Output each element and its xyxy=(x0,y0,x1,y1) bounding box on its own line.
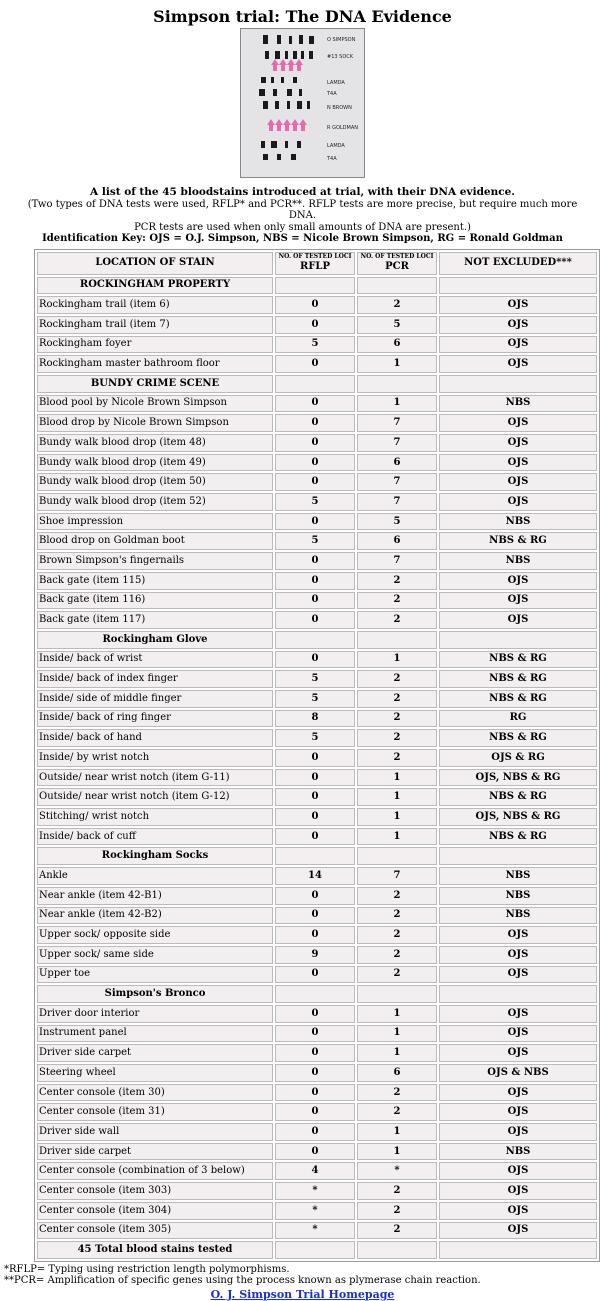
table-row xyxy=(37,1103,597,1121)
cell-location: Rockingham master bathroom floor xyxy=(37,355,273,373)
table-row xyxy=(37,1222,597,1240)
table-row xyxy=(37,670,597,688)
section-empty-cell xyxy=(275,375,355,393)
table-row xyxy=(37,926,597,944)
gel-label: O SIMPSON xyxy=(327,37,356,43)
cell-pcr: 2 xyxy=(357,926,437,944)
cell-pcr: 2 xyxy=(357,1202,437,1220)
cell-not-excluded: OJS xyxy=(439,434,597,452)
table-row xyxy=(37,946,597,964)
cell-rflp: 0 xyxy=(275,355,355,373)
cell-not-excluded: OJS xyxy=(439,926,597,944)
table-row xyxy=(37,1182,597,1200)
cell-rflp: 0 xyxy=(275,1143,355,1161)
cell-not-excluded: OJS xyxy=(439,1162,597,1180)
cell-rflp: 0 xyxy=(275,749,355,767)
cell-rflp: 0 xyxy=(275,926,355,944)
cell-pcr: 2 xyxy=(357,690,437,708)
cell-location: Center console (item 30) xyxy=(37,1084,273,1102)
cell-pcr: 1 xyxy=(357,1143,437,1161)
section-empty-cell xyxy=(439,277,597,295)
cell-not-excluded: OJS xyxy=(439,1044,597,1062)
homepage-link[interactable]: O. J. Simpson Trial Homepage xyxy=(210,1287,395,1301)
total-row xyxy=(37,1241,597,1259)
cell-pcr: 2 xyxy=(357,749,437,767)
section-title: BUNDY CRIME SCENE xyxy=(37,375,273,393)
table-row xyxy=(37,316,597,334)
cell-not-excluded: NBS xyxy=(439,1143,597,1161)
cell-pcr: 6 xyxy=(357,532,437,550)
cell-location: Back gate (item 115) xyxy=(37,572,273,590)
gel-label: R GOLDMAN xyxy=(327,125,358,131)
table-row xyxy=(37,592,597,610)
table-row xyxy=(37,1025,597,1043)
table-row xyxy=(37,749,597,767)
cell-pcr: 2 xyxy=(357,1103,437,1121)
cell-pcr: 1 xyxy=(357,769,437,787)
cell-not-excluded: OJS xyxy=(439,1084,597,1102)
cell-pcr: 6 xyxy=(357,454,437,472)
cell-not-excluded: RG xyxy=(439,710,597,728)
cell-not-excluded: OJS & RG xyxy=(439,749,597,767)
cell-not-excluded: OJS xyxy=(439,1025,597,1043)
cell-rflp: 8 xyxy=(275,710,355,728)
cell-rflp: 0 xyxy=(275,434,355,452)
cell-rflp: 0 xyxy=(275,966,355,984)
cell-rflp: 0 xyxy=(275,1044,355,1062)
cell-pcr: 2 xyxy=(357,592,437,610)
section-row xyxy=(37,847,597,865)
section-title: Rockingham Glove xyxy=(37,631,273,649)
gel-label: LAMDA xyxy=(327,80,345,86)
cell-pcr: 2 xyxy=(357,710,437,728)
cell-location: Upper sock/ same side xyxy=(37,946,273,964)
cell-location: Inside/ back of wrist xyxy=(37,651,273,669)
cell-pcr: 6 xyxy=(357,1064,437,1082)
cell-rflp: 0 xyxy=(275,296,355,314)
identification-key: Identification Key: OJS = O.J. Simpson, NBS = Nicole Brown Simpson, RG = Ronald Goldman xyxy=(42,233,563,244)
cell-pcr: 7 xyxy=(357,493,437,511)
table-body xyxy=(37,277,597,1240)
cell-not-excluded: NBS xyxy=(439,867,597,885)
cell-not-excluded: OJS xyxy=(439,966,597,984)
cell-pcr: 1 xyxy=(357,1005,437,1023)
cell-pcr: 2 xyxy=(357,907,437,925)
cell-rflp: * xyxy=(275,1202,355,1220)
cell-location: Bundy walk blood drop (item 52) xyxy=(37,493,273,511)
cell-location: Driver side carpet xyxy=(37,1044,273,1062)
cell-pcr: 2 xyxy=(357,572,437,590)
cell-not-excluded: OJS xyxy=(439,493,597,511)
cell-not-excluded: OJS xyxy=(439,592,597,610)
table-row xyxy=(37,907,597,925)
cell-not-excluded: OJS xyxy=(439,1222,597,1240)
table-row xyxy=(37,296,597,314)
cell-pcr: 1 xyxy=(357,1044,437,1062)
table-row xyxy=(37,513,597,531)
cell-location: Rockingham trail (item 6) xyxy=(37,296,273,314)
table-row xyxy=(37,651,597,669)
cell-not-excluded: NBS xyxy=(439,552,597,570)
section-empty-cell xyxy=(357,277,437,295)
cell-location: Blood drop on Goldman boot xyxy=(37,532,273,550)
cell-pcr: 1 xyxy=(357,808,437,826)
total-empty xyxy=(439,1241,597,1259)
table-row xyxy=(37,1202,597,1220)
cell-not-excluded: OJS xyxy=(439,1103,597,1121)
cell-pcr: 1 xyxy=(357,355,437,373)
cell-pcr: 2 xyxy=(357,296,437,314)
table-row xyxy=(37,1162,597,1180)
table-row xyxy=(37,1123,597,1141)
table-row xyxy=(37,729,597,747)
cell-location: Rockingham foyer xyxy=(37,336,273,354)
header-location: LOCATION OF STAIN xyxy=(37,252,273,275)
section-empty-cell xyxy=(357,631,437,649)
cell-pcr: * xyxy=(357,1162,437,1180)
table-row xyxy=(37,887,597,905)
section-empty-cell xyxy=(275,847,355,865)
page-title: Simpson trial: The DNA Evidence xyxy=(153,7,452,26)
table-row xyxy=(37,572,597,590)
cell-rflp: 0 xyxy=(275,473,355,491)
gel-label: T4A xyxy=(327,156,337,162)
cell-pcr: 1 xyxy=(357,828,437,846)
total-empty xyxy=(357,1241,437,1259)
cell-rflp: 0 xyxy=(275,769,355,787)
cell-rflp: 0 xyxy=(275,828,355,846)
cell-location: Back gate (item 116) xyxy=(37,592,273,610)
cell-rflp: 0 xyxy=(275,572,355,590)
cell-location: Steering wheel xyxy=(37,1064,273,1082)
table-row xyxy=(37,867,597,885)
section-title: Rockingham Socks xyxy=(37,847,273,865)
section-empty-cell xyxy=(357,985,437,1003)
dna-gel-image xyxy=(240,28,365,178)
cell-rflp: * xyxy=(275,1222,355,1240)
cell-pcr: 1 xyxy=(357,1123,437,1141)
cell-pcr: 1 xyxy=(357,788,437,806)
cell-location: Inside/ by wrist notch xyxy=(37,749,273,767)
table-row xyxy=(37,1143,597,1161)
cell-not-excluded: NBS & RG xyxy=(439,532,597,550)
intro-line: (Two types of DNA tests were used, RFLP* and PCR**. RFLP tests are more precise, but require much more DNA. xyxy=(27,198,578,221)
cell-not-excluded: OJS xyxy=(439,946,597,964)
cell-location: Center console (item 305) xyxy=(37,1222,273,1240)
cell-rflp: 0 xyxy=(275,1103,355,1121)
cell-not-excluded: OJS, NBS & RG xyxy=(439,808,597,826)
cell-pcr: 1 xyxy=(357,651,437,669)
cell-not-excluded: OJS xyxy=(439,355,597,373)
cell-not-excluded: NBS xyxy=(439,907,597,925)
cell-rflp: 0 xyxy=(275,788,355,806)
cell-pcr: 7 xyxy=(357,414,437,432)
header-pcr xyxy=(357,252,437,275)
cell-not-excluded: NBS xyxy=(439,513,597,531)
section-empty-cell xyxy=(439,847,597,865)
cell-not-excluded: OJS xyxy=(439,1123,597,1141)
cell-location: Driver side wall xyxy=(37,1123,273,1141)
table-row xyxy=(37,532,597,550)
section-empty-cell xyxy=(357,375,437,393)
table-row xyxy=(37,769,597,787)
cell-pcr: 5 xyxy=(357,316,437,334)
cell-not-excluded: OJS, NBS & RG xyxy=(439,769,597,787)
table-row xyxy=(37,434,597,452)
cell-not-excluded: OJS & NBS xyxy=(439,1064,597,1082)
cell-pcr: 7 xyxy=(357,552,437,570)
cell-rflp: 0 xyxy=(275,887,355,905)
cell-location: Center console (combination of 3 below) xyxy=(37,1162,273,1180)
cell-location: Inside/ back of cuff xyxy=(37,828,273,846)
section-title: ROCKINGHAM PROPERTY xyxy=(37,277,273,295)
cell-rflp: 4 xyxy=(275,1162,355,1180)
cell-location: Stitching/ wrist notch xyxy=(37,808,273,826)
footnote-rflp: *RFLP= Typing using restriction length polymorphisms. xyxy=(4,1263,290,1275)
header-not-excluded: NOT EXCLUDED*** xyxy=(439,252,597,275)
table-row xyxy=(37,552,597,570)
cell-not-excluded: NBS & RG xyxy=(439,729,597,747)
cell-rflp: 5 xyxy=(275,493,355,511)
table-row xyxy=(37,1005,597,1023)
cell-location: Center console (item 304) xyxy=(37,1202,273,1220)
cell-location: Rockingham trail (item 7) xyxy=(37,316,273,334)
section-empty-cell xyxy=(439,375,597,393)
cell-not-excluded: OJS xyxy=(439,572,597,590)
cell-location: Blood pool by Nicole Brown Simpson xyxy=(37,395,273,413)
cell-pcr: 7 xyxy=(357,867,437,885)
cell-pcr: 6 xyxy=(357,336,437,354)
gel-label: N BROWN xyxy=(327,105,352,111)
cell-rflp: 14 xyxy=(275,867,355,885)
cell-location: Upper sock/ opposite side xyxy=(37,926,273,944)
total-label: 45 Total blood stains tested xyxy=(37,1241,273,1259)
cell-location: Center console (item 303) xyxy=(37,1182,273,1200)
cell-pcr: 2 xyxy=(357,1182,437,1200)
table-row xyxy=(37,336,597,354)
gel-label: LAMDA xyxy=(327,143,345,149)
cell-not-excluded: NBS xyxy=(439,395,597,413)
cell-location: Inside/ back of hand xyxy=(37,729,273,747)
table-row xyxy=(37,414,597,432)
section-empty-cell xyxy=(275,631,355,649)
header-pcr-label: PCR xyxy=(385,260,409,272)
gel-image-wrap xyxy=(0,28,605,178)
cell-rflp: 5 xyxy=(275,690,355,708)
cell-rflp: 0 xyxy=(275,907,355,925)
section-row xyxy=(37,277,597,295)
cell-pcr: 7 xyxy=(357,434,437,452)
table-row xyxy=(37,1044,597,1062)
cell-not-excluded: NBS & RG xyxy=(439,828,597,846)
cell-not-excluded: OJS xyxy=(439,296,597,314)
cell-pcr: 2 xyxy=(357,611,437,629)
cell-not-excluded: OJS xyxy=(439,1182,597,1200)
cell-rflp: 5 xyxy=(275,729,355,747)
cell-rflp: 5 xyxy=(275,336,355,354)
cell-pcr: 1 xyxy=(357,395,437,413)
cell-pcr: 2 xyxy=(357,887,437,905)
cell-not-excluded: NBS & RG xyxy=(439,690,597,708)
cell-location: Back gate (item 117) xyxy=(37,611,273,629)
footnotes xyxy=(4,1264,605,1287)
cell-location: Bundy walk blood drop (item 48) xyxy=(37,434,273,452)
home-link-wrap xyxy=(0,1288,605,1301)
section-empty-cell xyxy=(439,985,597,1003)
cell-rflp: * xyxy=(275,1182,355,1200)
cell-location: Inside/ side of middle finger xyxy=(37,690,273,708)
cell-location: Driver side carpet xyxy=(37,1143,273,1161)
cell-location: Upper toe xyxy=(37,966,273,984)
section-empty-cell xyxy=(275,277,355,295)
cell-rflp: 9 xyxy=(275,946,355,964)
section-empty-cell xyxy=(439,631,597,649)
cell-location: Blood drop by Nicole Brown Simpson xyxy=(37,414,273,432)
gel-label: #13 SOCK xyxy=(327,54,354,60)
table-row xyxy=(37,808,597,826)
intro-line: PCR tests are used when only small amounts of DNA are present.) xyxy=(134,221,471,233)
cell-location: Near ankle (item 42-B2) xyxy=(37,907,273,925)
cell-not-excluded: OJS xyxy=(439,316,597,334)
cell-location: Outside/ near wrist notch (item G-12) xyxy=(37,788,273,806)
header-loci-note: NO. OF TESTED LOCI xyxy=(360,252,434,260)
table-row xyxy=(37,1084,597,1102)
section-title: Simpson's Bronco xyxy=(37,985,273,1003)
table-row xyxy=(37,828,597,846)
table-row xyxy=(37,395,597,413)
intro xyxy=(0,187,605,245)
table-row xyxy=(37,493,597,511)
cell-location: Shoe impression xyxy=(37,513,273,531)
section-empty-cell xyxy=(357,847,437,865)
intro-lead: A list of the 45 bloodstains introduced at trial, with their DNA evidence. xyxy=(90,186,515,198)
table-header-row xyxy=(37,252,597,275)
cell-location: Bundy walk blood drop (item 50) xyxy=(37,473,273,491)
cell-rflp: 0 xyxy=(275,513,355,531)
cell-rflp: 0 xyxy=(275,651,355,669)
cell-rflp: 0 xyxy=(275,1123,355,1141)
cell-pcr: 7 xyxy=(357,473,437,491)
cell-location: Brown Simpson's fingernails xyxy=(37,552,273,570)
section-row xyxy=(37,631,597,649)
cell-rflp: 0 xyxy=(275,395,355,413)
table-row xyxy=(37,690,597,708)
cell-location: Ankle xyxy=(37,867,273,885)
cell-not-excluded: OJS xyxy=(439,1005,597,1023)
cell-rflp: 0 xyxy=(275,1064,355,1082)
dna-evidence-table xyxy=(34,249,600,1262)
cell-rflp: 0 xyxy=(275,1025,355,1043)
cell-rflp: 0 xyxy=(275,414,355,432)
cell-rflp: 0 xyxy=(275,316,355,334)
cell-pcr: 2 xyxy=(357,1084,437,1102)
cell-not-excluded: OJS xyxy=(439,1202,597,1220)
cell-rflp: 0 xyxy=(275,1005,355,1023)
cell-location: Center console (item 31) xyxy=(37,1103,273,1121)
cell-not-excluded: NBS xyxy=(439,887,597,905)
table-row xyxy=(37,473,597,491)
table-row xyxy=(37,966,597,984)
cell-pcr: 2 xyxy=(357,670,437,688)
cell-rflp: 0 xyxy=(275,454,355,472)
cell-rflp: 0 xyxy=(275,1084,355,1102)
cell-location: Near ankle (item 42-B1) xyxy=(37,887,273,905)
cell-not-excluded: OJS xyxy=(439,454,597,472)
table-row xyxy=(37,710,597,728)
cell-not-excluded: NBS & RG xyxy=(439,651,597,669)
cell-pcr: 2 xyxy=(357,1222,437,1240)
table-row xyxy=(37,788,597,806)
table-row xyxy=(37,611,597,629)
cell-location: Inside/ back of index finger xyxy=(37,670,273,688)
header-rflp-label: RFLP xyxy=(300,260,330,272)
cell-location: Instrument panel xyxy=(37,1025,273,1043)
cell-rflp: 0 xyxy=(275,611,355,629)
section-row xyxy=(37,985,597,1003)
gel-label: T4A xyxy=(327,91,337,97)
cell-pcr: 5 xyxy=(357,513,437,531)
header-rflp xyxy=(275,252,355,275)
section-empty-cell xyxy=(275,985,355,1003)
cell-not-excluded: NBS & RG xyxy=(439,670,597,688)
cell-location: Bundy walk blood drop (item 49) xyxy=(37,454,273,472)
cell-pcr: 1 xyxy=(357,1025,437,1043)
cell-pcr: 2 xyxy=(357,729,437,747)
cell-rflp: 5 xyxy=(275,670,355,688)
cell-rflp: 0 xyxy=(275,808,355,826)
table-row xyxy=(37,355,597,373)
cell-pcr: 2 xyxy=(357,946,437,964)
total-empty xyxy=(275,1241,355,1259)
cell-location: Outside/ near wrist notch (item G-11) xyxy=(37,769,273,787)
cell-not-excluded: NBS & RG xyxy=(439,788,597,806)
section-row xyxy=(37,375,597,393)
cell-rflp: 5 xyxy=(275,532,355,550)
footnote-pcr: **PCR= Amplification of specific genes using the process known as plymerase chain reaction. xyxy=(4,1275,481,1287)
cell-location: Inside/ back of ring finger xyxy=(37,710,273,728)
cell-not-excluded: OJS xyxy=(439,473,597,491)
cell-rflp: 0 xyxy=(275,552,355,570)
cell-not-excluded: OJS xyxy=(439,611,597,629)
cell-not-excluded: OJS xyxy=(439,414,597,432)
cell-not-excluded: OJS xyxy=(439,336,597,354)
table-row xyxy=(37,1064,597,1082)
table-row xyxy=(37,454,597,472)
header-loci-note: NO. OF TESTED LOCI xyxy=(278,252,352,260)
cell-rflp: 0 xyxy=(275,592,355,610)
cell-pcr: 2 xyxy=(357,966,437,984)
cell-location: Driver door interior xyxy=(37,1005,273,1023)
